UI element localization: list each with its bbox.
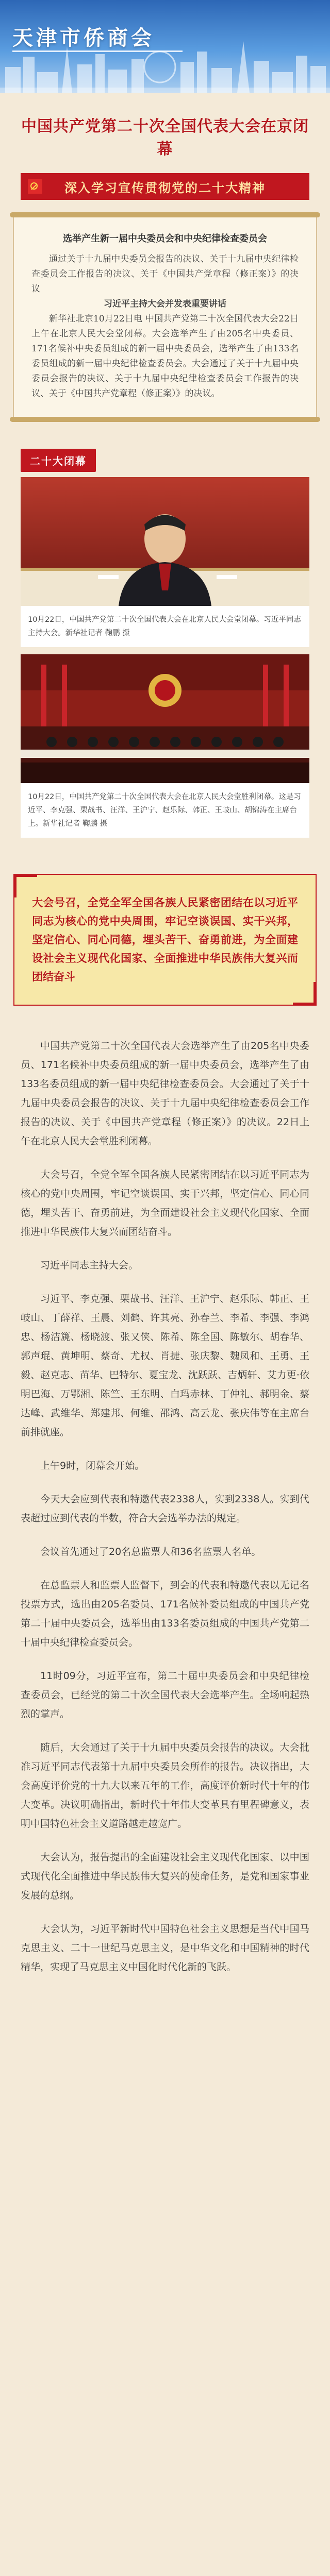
party-flag-icon — [28, 179, 42, 194]
summary-scroll-card — [13, 216, 317, 418]
scroll-line: 新华社北京10月22日电 中国共产党第二十次全国代表大会22日上午在北京人民大会堂闭幕。大会选举产生了由205名中央委员、171名候补中央委员组成的新一届中央委员会，选举产生了由133名委员组成的新一届中央纪律检查委员会。大会通过了关于十九届中央委员会报告的决议、关于十九届中央纪律检查委员会工作报告的决议、关于《中国共产党章程（修正案）》的决议。 — [31, 313, 299, 399]
scroll-line: 通过关于十九届中央委员会报告的决议、关于十九届中央纪律检查委员会工作报告的决议、关于《中国共产党章程（修正案）》的决议 — [31, 253, 299, 294]
article-paragraph: 习近平同志主持大会。 — [40, 1259, 139, 1271]
article-paragraph: 大会认为，习近平新时代中国特色社会主义思想是当代中国马克思主义、二十一世纪马克思主义，是中华文化和中国精神的时代精华，实现了马克思主义中国化时代化新的飞跃。 — [21, 1923, 309, 1973]
scroll-line: 习近平主持大会并发表重要讲话 — [104, 298, 226, 309]
quote-text: 大会号召，全党全军全国各族人民紧密团结在以习近平同志为核心的党中央周围，牢记空谈误国、实干兴邦，坚定信心、同心同德，埋头苦干、奋勇前进，为全面建设社会主义现代化国家、全面推进中华民族伟大复兴而团结奋斗 — [32, 896, 298, 983]
photo-hall-illustration — [21, 654, 309, 783]
footer-spacer — [0, 1991, 330, 2012]
news-photo-speaker — [21, 477, 309, 606]
main-headline: 中国共产党第二十次全国代表大会在京闭幕 — [21, 117, 309, 158]
article-paragraph: 大会认为，报告提出的全面建设社会主义现代化国家、以中国式现代化全面推进中华民族伟大复兴的使命任务，是党和国家事业发展的总纲。 — [21, 1851, 309, 1901]
photo-wrapper — [21, 654, 309, 838]
brand-title: 天津市侨商会 — [12, 26, 155, 50]
highlight-quote — [13, 874, 317, 1006]
photo-caption: 10月22日，中国共产党第二十次全国代表大会在北京人民大会堂胜利闭幕。这是习近平、李克强、栗战书、汪洋、王沪宁、赵乐际、韩正、王岐山、胡锦涛在主席台上。新华社记者 鞠鹏 摄 — [21, 783, 309, 838]
photo-speaker-illustration — [21, 477, 309, 606]
section-tag: 二十大闭幕 — [21, 449, 96, 472]
article-paragraph: 会议首先通过了20名总监票人和36名监票人名单。 — [40, 1546, 261, 1557]
brand-underline — [12, 50, 183, 52]
photo-section — [21, 449, 309, 838]
scroll-title: 选举产生新一届中央委员会和中央纪律检查委员会 — [63, 233, 267, 244]
article-paragraph: 11时09分，习近平宣布，第二十届中央委员会和中央纪律检查委员会，已经党的第二十次全国代表大会选举产生。全场响起热烈的掌声。 — [21, 1670, 309, 1720]
article-paragraph: 随后，大会通过了关于十九届中央委员会报告的决议。大会批准习近平同志代表第十九届中央委员会所作的报告。决议指出，大会高度评价党的十九大以来五年的工作，高度评价新时代十年的伟大变革。决议明确指出，新时代十年伟大变革具有里程碑意义，表明中国特色社会主义道路越走越宽广。 — [21, 1741, 309, 1829]
article-paragraph: 上午9时，闭幕会开始。 — [40, 1460, 145, 1471]
theme-ribbon — [21, 173, 309, 200]
article-paragraph: 今天大会应到代表和特邀代表2338人，实到2338人。实到代表超过应到代表的半数，符合大会选举办法的规定。 — [21, 1493, 309, 1524]
ribbon-text: 深入学习宣传贯彻党的二十大精神 — [64, 180, 266, 195]
scroll-body — [31, 252, 299, 401]
news-photo-hall — [21, 654, 309, 783]
article-body — [21, 1037, 309, 1977]
article-paragraph: 中国共产党第二十次全国代表大会选举产生了由205名中央委员、171名候补中央委员组成的新一届中央委员会，选举产生了由133名委员组成的新一届中央纪律检查委员会。大会通过了关于十九届中央委员会报告的决议、关于十九届中央纪律检查委员会工作报告的决议、关于《中国共产党章程（修正案）》的决议。22日上午在北京人民大会堂胜利闭幕。 — [21, 1040, 309, 1147]
masthead-banner — [0, 0, 330, 93]
article-paragraph: 习近平、李克强、栗战书、汪洋、王沪宁、赵乐际、韩正、王岐山、丁薛祥、王晨、刘鹤、许其亮、孙春兰、李希、李强、李鸿忠、杨洁篪、杨晓渡、张又侠、陈希、陈全国、陈敏尔、胡春华、郭声琨、黄坤明、蔡奇、尤权、肖捷、张庆黎、魏凤和、王勇、王毅、赵克志、苗华、巴特尔、夏宝龙、沈跃跃、吉炳轩、艾力更·依明巴海、万鄂湘、陈竺、王东明、白玛赤林、丁仲礼、郝明金、蔡达峰、武维华、郑建邦、何维、邵鸿、高云龙、张庆伟等在主席台前排就座。 — [21, 1293, 309, 1438]
headline-section — [0, 93, 330, 200]
photo-caption: 10月22日，中国共产党第二十次全国代表大会在北京人民大会堂闭幕。习近平同志主持大会。新华社记者 鞠鹏 摄 — [21, 606, 309, 647]
article-paragraph: 大会号召，全党全军全国各族人民紧密团结在以习近平同志为核心的党中央周围，牢记空谈误国、实干兴邦，坚定信心、同心同德，埋头苦干、奋勇前进，为全面建设社会主义现代化国家、全面推进中华民族伟大复兴而团结奋斗。 — [21, 1168, 309, 1238]
article-paragraph: 在总监票人和监票人监督下，到会的代表和特邀代表以无记名投票方式，选出由205名委员、171名候补委员组成的中国共产党第二十届中央委员会，选举出由133名委员组成的中国共产党第二十届中央纪律检查委员会。 — [21, 1579, 309, 1648]
